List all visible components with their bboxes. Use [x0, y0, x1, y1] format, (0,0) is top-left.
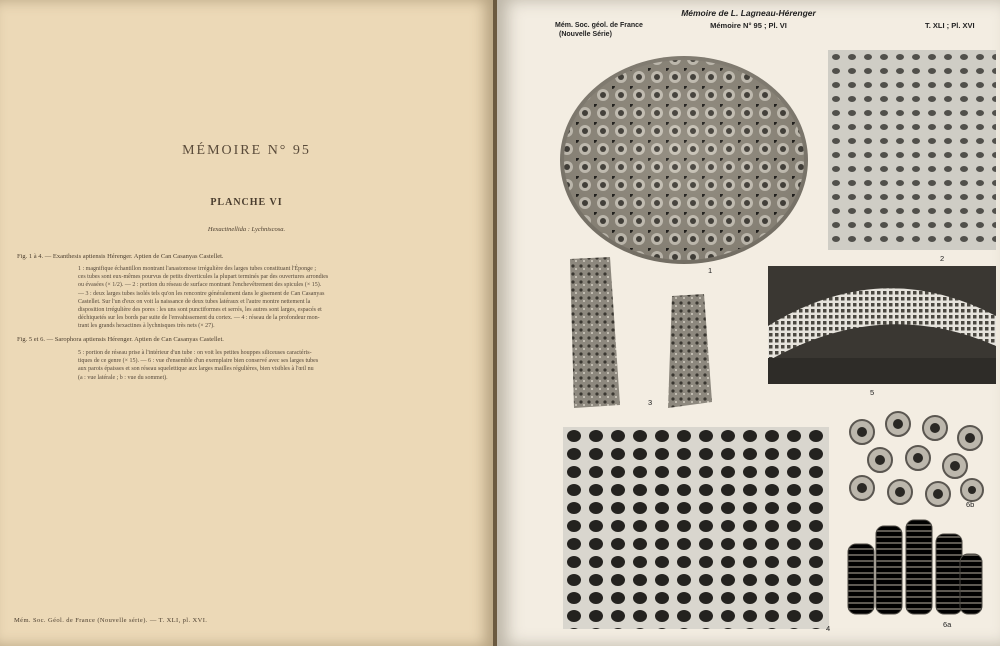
planche-title: PLANCHE VI [210, 197, 283, 208]
journal-series: (Nouvelle Série) [559, 31, 612, 38]
figure-group-1-description [78, 265, 453, 331]
figure-label-5: 5 [870, 388, 875, 397]
plate-author-header: Mémoire de L. Lagneau-Hérenger [681, 8, 816, 18]
left-page [0, 0, 493, 646]
description-line: ces tubes sont eux-mêmes pourvus de petits diverticules la plupart terminés par des ouvertures arrondies [78, 274, 329, 281]
figure-label-6b: 6b [966, 500, 975, 509]
description-line: tiques de ce genre (× 15). — 6 : vue d'ensemble d'un exemplaire bien conservé avec ses larges tubes [78, 358, 319, 365]
plate-number-header: Mémoire N° 95 ; Pl. VI [710, 21, 787, 30]
description-line: aux parois épaisses et son réseau squelettique aux larges mailles régulières, bien visibles à l'œil nu [78, 366, 314, 373]
figure-group-2-description [78, 349, 453, 382]
journal-name: Mém. Soc. géol. de France [555, 22, 643, 29]
plate-photo-6a [840, 514, 988, 620]
classification: Hexactinellida : Lychniscosa. [207, 226, 286, 233]
plate-photo-1 [558, 50, 810, 265]
description-line: disposition irrégulière des pores : les uns sont punctiformes et serrés, les autres sont larges, espacés et [78, 307, 322, 314]
plate-photo-3a [562, 255, 624, 410]
description-line: — 3 : deux larges tubes isolés tels qu'on les rencontre généralement dans le gisement de Can Casanyas [78, 290, 325, 297]
figure-label-3: 3 [648, 398, 653, 407]
plate-photo-3b [662, 292, 717, 410]
description-line: 5 : portion de réseau prise à l'intérieur d'un tube : on voit les petites houppes siliceuses caractéris- [78, 350, 312, 356]
figure-label-6a: 6a [943, 620, 952, 629]
description-line: (a : vue latérale ; b : vue du sommet). [78, 374, 168, 381]
plate-photo-2 [828, 50, 996, 250]
figure-label-2: 2 [940, 254, 945, 263]
volume-header: T. XLI ; Pl. XVI [925, 21, 975, 30]
plate-photo-4 [563, 427, 829, 629]
description-line: trant les grands hexactines à lychnisques très nets (× 27). [78, 323, 215, 330]
figure-group-1-heading: Fig. 1 à 4. — Exanthesis aptiensis Hérenger. Aptien de Can Casanyas Castellet. [17, 253, 224, 260]
description-line: déchiquetés sur les bords par suite de l'envahissement du cortex. — 4 : réseau de la profondeur mon- [78, 315, 320, 322]
description-line: ou évasées (× 1/2). — 2 : portion du réseau de surface montrant l'enchevêtrement des spicules (× 15). [78, 282, 322, 289]
plate-photo-5 [768, 266, 996, 384]
page-footer: Mém. Soc. Géol. de France (Nouvelle série). — T. XLI, pl. XVI. [14, 617, 208, 624]
plate-photo-6b [840, 410, 990, 510]
description-line: Castellet. Sur l'un d'eux on voit la naissance de deux tubes latéraux et l'autre montre nettement la [78, 298, 311, 305]
memoire-title: MÉMOIRE N° 95 [182, 143, 311, 158]
figure-label-4: 4 [826, 624, 831, 633]
description-line: 1 : magnifique échantillon montrant l'anastomose irrégulière des larges tubes constituant l'Éponge ; [78, 266, 316, 272]
journal-header [555, 21, 643, 39]
figure-label-1: 1 [708, 266, 713, 275]
figure-group-2-heading: Fig. 5 et 6. — Sarophora aptiensis Hérenger. Aptien de Can Casanyas Castellet. [17, 336, 224, 343]
